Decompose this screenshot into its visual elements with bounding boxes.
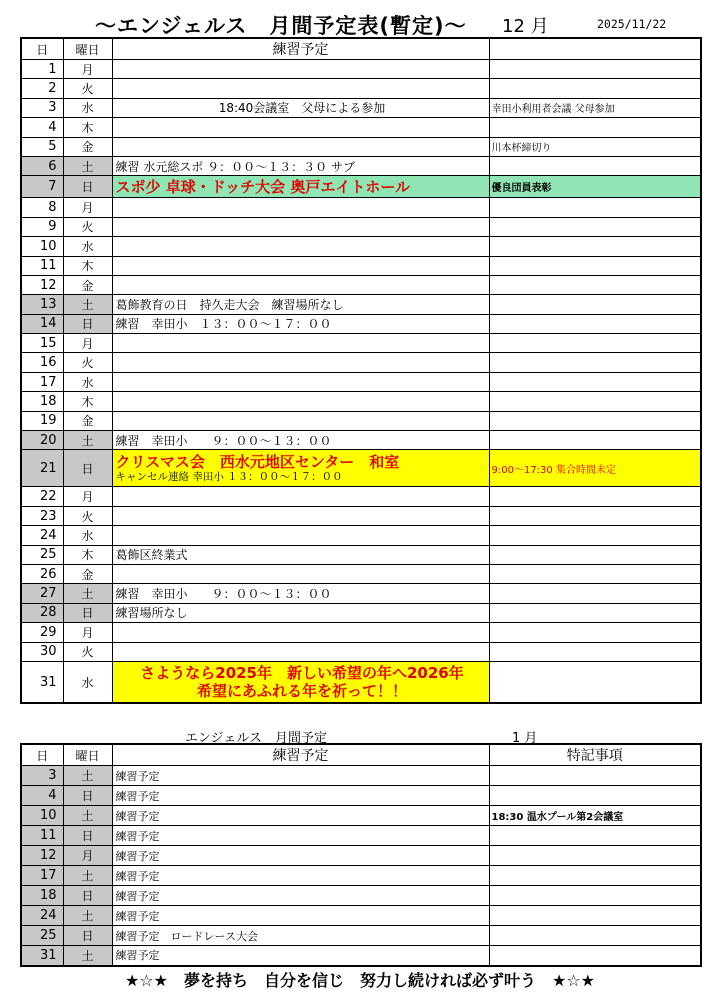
- day-number-cell: 12: [21, 846, 63, 866]
- table-row: [21, 584, 701, 603]
- plan-cell: [112, 176, 489, 198]
- table-row: [21, 526, 701, 545]
- day-number-cell: 6: [21, 156, 63, 175]
- plan-cell: [112, 334, 489, 353]
- table-row: [21, 642, 701, 661]
- note-cell: [489, 118, 701, 137]
- plan-cell: [112, 786, 489, 806]
- weekday-cell: 金: [63, 275, 112, 294]
- plan-cell: [112, 584, 489, 603]
- plan-cell: [112, 353, 489, 372]
- weekday-cell: 土: [63, 766, 112, 786]
- note-cell: [489, 372, 701, 391]
- plan-cell: [112, 826, 489, 846]
- weekday-cell: 土: [63, 946, 112, 966]
- plan-text: 葛飾教育の日 持久走大会 練習場所なし: [115, 297, 344, 312]
- plan-subtext: 希望にあふれる年を祈って！！: [196, 682, 407, 701]
- day-number-cell: 4: [21, 786, 63, 806]
- note-cell: [489, 946, 701, 966]
- page-title: ～エンジェルス 月間予定表(暫定)～: [95, 14, 467, 38]
- note-cell: [489, 806, 701, 826]
- table-row: [21, 886, 701, 906]
- plan-cell: [112, 642, 489, 661]
- weekday-cell: 火: [63, 79, 112, 98]
- note-cell: [489, 564, 701, 583]
- table-row: [21, 198, 701, 217]
- table-row: [21, 661, 701, 703]
- plan-cell: [112, 392, 489, 411]
- day-number-cell: 31: [21, 661, 63, 703]
- note-cell: [489, 584, 701, 603]
- day-number-cell: 24: [21, 526, 63, 545]
- weekday-cell: 土: [63, 584, 112, 603]
- note-text: 優良団員表彰: [491, 183, 552, 195]
- day-number-cell: 30: [21, 642, 63, 661]
- note-cell: [489, 60, 701, 79]
- weekday-cell: 月: [63, 846, 112, 866]
- weekday-cell: 木: [63, 256, 112, 275]
- day-number-cell: 12: [21, 275, 63, 294]
- table-row: [21, 866, 701, 886]
- table-row: [21, 946, 701, 966]
- plan-cell: [112, 946, 489, 966]
- plan-cell: [112, 450, 489, 487]
- weekday-cell: 月: [63, 487, 112, 506]
- table-row: [21, 926, 701, 946]
- plan-cell: [112, 137, 489, 156]
- weekday-cell: 日: [63, 603, 112, 622]
- january-schedule-table: [20, 743, 702, 967]
- plan-cell: [112, 526, 489, 545]
- note-cell: [489, 156, 701, 175]
- table-row: [21, 846, 701, 866]
- weekday-cell: 土: [63, 806, 112, 826]
- january-caption: [0, 727, 720, 746]
- weekday-cell: 水: [63, 372, 112, 391]
- plan-text: 練習予定 ロードレース大会: [115, 929, 258, 943]
- header-date: 2025/11/22: [597, 17, 667, 31]
- weekday-cell: 金: [63, 137, 112, 156]
- table-row: [21, 79, 701, 98]
- day-number-cell: 18: [21, 886, 63, 906]
- plan-text: 18:40会議室 父母による参加: [218, 101, 386, 116]
- day-number-cell: 29: [21, 623, 63, 642]
- january-title: エンジェルス 月間予定: [185, 731, 328, 746]
- note-cell: [489, 256, 701, 275]
- weekday-cell: 火: [63, 506, 112, 525]
- weekday-cell: 土: [63, 906, 112, 926]
- weekday-cell: 金: [63, 564, 112, 583]
- plan-cell: [112, 564, 489, 583]
- note-cell: [489, 79, 701, 98]
- note-cell: [489, 295, 701, 314]
- table-header-row: [21, 38, 701, 60]
- col-header-weekday: 曜日: [63, 744, 112, 766]
- plan-cell: [112, 846, 489, 866]
- day-number-cell: 17: [21, 866, 63, 886]
- motto-footer: ★☆★ 夢を持ち 自分を信じ 努力し続ければ必ず叶う ★☆★: [124, 971, 596, 990]
- day-number-cell: 15: [21, 334, 63, 353]
- plan-cell: [112, 237, 489, 256]
- day-number-cell: 27: [21, 584, 63, 603]
- note-cell: [489, 392, 701, 411]
- table-row: [21, 623, 701, 642]
- plan-subtext: キャンセル連絡 幸田小 １３：００～１７：００: [115, 470, 343, 483]
- plan-cell: [112, 275, 489, 294]
- weekday-cell: 火: [63, 353, 112, 372]
- note-cell: [489, 487, 701, 506]
- note-text: 9:00～17:30 集合時間未定: [491, 464, 616, 476]
- weekday-cell: 土: [63, 295, 112, 314]
- note-cell: [489, 926, 701, 946]
- table-body: [21, 60, 701, 704]
- day-number-cell: 4: [21, 118, 63, 137]
- weekday-cell: 金: [63, 411, 112, 430]
- table-row: [21, 372, 701, 391]
- table-row: [21, 275, 701, 294]
- note-text: 幸田小利用者会議 父母参加: [491, 104, 615, 116]
- plan-cell: [112, 217, 489, 236]
- weekday-cell: 日: [63, 450, 112, 487]
- day-number-cell: 22: [21, 487, 63, 506]
- weekday-cell: 水: [63, 661, 112, 703]
- note-cell: [489, 217, 701, 236]
- table-row: [21, 256, 701, 275]
- note-cell: [489, 314, 701, 333]
- plan-cell: [112, 314, 489, 333]
- weekday-cell: 月: [63, 60, 112, 79]
- day-number-cell: 10: [21, 806, 63, 826]
- day-number-cell: 23: [21, 506, 63, 525]
- table-row: [21, 217, 701, 236]
- note-cell: [489, 661, 701, 703]
- page-header: [0, 10, 720, 36]
- table-row: [21, 506, 701, 525]
- table-row: [21, 603, 701, 622]
- day-number-cell: 18: [21, 392, 63, 411]
- note-cell: [489, 431, 701, 450]
- table-row: [21, 156, 701, 175]
- day-number-cell: 25: [21, 926, 63, 946]
- note-cell: [489, 506, 701, 525]
- note-cell: [489, 237, 701, 256]
- table-row: [21, 564, 701, 583]
- plan-cell: [112, 603, 489, 622]
- day-number-cell: 8: [21, 198, 63, 217]
- plan-text: 練習予定: [115, 909, 160, 923]
- table-row: [21, 118, 701, 137]
- plan-text: 練習 水元総スポ ９：００～１３：３０ サブ: [115, 159, 355, 174]
- note-cell: [489, 176, 701, 198]
- table-row: [21, 806, 701, 826]
- plan-cell: [112, 487, 489, 506]
- plan-cell: [112, 118, 489, 137]
- plan-text: 練習 幸田小 ９：００～１３：００: [115, 433, 332, 448]
- day-number-cell: 7: [21, 176, 63, 198]
- table-row: [21, 487, 701, 506]
- plan-text: 練習予定: [115, 869, 160, 883]
- note-cell: [489, 642, 701, 661]
- table-row: [21, 98, 701, 117]
- weekday-cell: 木: [63, 118, 112, 137]
- plan-text: 葛飾区終業式: [115, 548, 188, 563]
- table-row: [21, 60, 701, 79]
- plan-cell: [112, 545, 489, 564]
- table-row: [21, 906, 701, 926]
- note-cell: [489, 623, 701, 642]
- table-row: [21, 237, 701, 256]
- plan-cell: [112, 295, 489, 314]
- plan-cell: [112, 79, 489, 98]
- plan-cell: [112, 372, 489, 391]
- col-header-note: [489, 38, 701, 60]
- table-row: [21, 450, 701, 487]
- plan-cell: [112, 431, 489, 450]
- weekday-cell: 土: [63, 431, 112, 450]
- day-number-cell: 19: [21, 411, 63, 430]
- day-number-cell: 16: [21, 353, 63, 372]
- january-month: 1 月: [512, 731, 538, 746]
- note-cell: [489, 866, 701, 886]
- table-header-row: [21, 744, 701, 766]
- note-cell: [489, 137, 701, 156]
- note-cell: [489, 275, 701, 294]
- weekday-cell: 水: [63, 98, 112, 117]
- weekday-cell: 月: [63, 198, 112, 217]
- weekday-cell: 土: [63, 866, 112, 886]
- plan-text: スポ少 卓球・ドッチ大会 奥戸エイトホール: [115, 178, 411, 197]
- note-cell: [489, 450, 701, 487]
- note-cell: [489, 98, 701, 117]
- december-schedule-table: [20, 37, 702, 704]
- day-number-cell: 1: [21, 60, 63, 79]
- weekday-cell: 火: [63, 642, 112, 661]
- day-number-cell: 24: [21, 906, 63, 926]
- note-cell: [489, 786, 701, 806]
- plan-text: クリスマス会 西水元地区センター 和室: [115, 452, 400, 471]
- weekday-cell: 火: [63, 217, 112, 236]
- day-number-cell: 14: [21, 314, 63, 333]
- col-header-weekday: 曜日: [63, 38, 112, 60]
- table-row: [21, 786, 701, 806]
- table-row: [21, 295, 701, 314]
- weekday-cell: 日: [63, 926, 112, 946]
- col-header-special-notes: 特記事項: [489, 744, 701, 766]
- day-number-cell: 2: [21, 79, 63, 98]
- weekday-cell: 日: [63, 786, 112, 806]
- plan-cell: [112, 623, 489, 642]
- note-cell: [489, 886, 701, 906]
- weekday-cell: 日: [63, 886, 112, 906]
- plan-text: 練習予定: [115, 849, 160, 863]
- day-number-cell: 13: [21, 295, 63, 314]
- plan-cell: [112, 886, 489, 906]
- table-row: [21, 766, 701, 786]
- col-header-day: 日: [21, 744, 63, 766]
- note-text: 川本杯締切り: [491, 143, 552, 155]
- table-row: [21, 353, 701, 372]
- plan-text: 練習 幸田小 ９：００～１３：００: [115, 587, 332, 602]
- day-number-cell: 17: [21, 372, 63, 391]
- note-text: 18:30 温水プール第2会議室: [491, 812, 624, 823]
- day-number-cell: 3: [21, 766, 63, 786]
- plan-text: 練習予定: [115, 789, 160, 803]
- day-number-cell: 31: [21, 946, 63, 966]
- note-cell: [489, 846, 701, 866]
- weekday-cell: 日: [63, 176, 112, 198]
- table-row: [21, 314, 701, 333]
- note-cell: [489, 766, 701, 786]
- note-cell: [489, 411, 701, 430]
- table-row: [21, 545, 701, 564]
- plan-text: 練習予定: [115, 809, 160, 823]
- note-cell: [489, 826, 701, 846]
- plan-cell: [112, 256, 489, 275]
- table-body: [21, 766, 701, 966]
- day-number-cell: 5: [21, 137, 63, 156]
- col-header-plan: 練習予定: [112, 38, 489, 60]
- plan-cell: [112, 60, 489, 79]
- plan-text: 練習場所なし: [115, 606, 188, 621]
- plan-cell: [112, 661, 489, 703]
- plan-cell: [112, 906, 489, 926]
- weekday-cell: 水: [63, 237, 112, 256]
- table-row: [21, 826, 701, 846]
- note-cell: [489, 906, 701, 926]
- day-number-cell: 25: [21, 545, 63, 564]
- note-cell: [489, 526, 701, 545]
- plan-cell: [112, 411, 489, 430]
- col-header-plan: 練習予定: [112, 744, 489, 766]
- plan-cell: [112, 926, 489, 946]
- plan-text: 練習予定: [115, 829, 160, 843]
- day-number-cell: 20: [21, 431, 63, 450]
- note-cell: [489, 603, 701, 622]
- table-row: [21, 176, 701, 198]
- day-number-cell: 26: [21, 564, 63, 583]
- day-number-cell: 28: [21, 603, 63, 622]
- day-number-cell: 21: [21, 450, 63, 487]
- weekday-cell: 日: [63, 826, 112, 846]
- note-cell: [489, 334, 701, 353]
- day-number-cell: 9: [21, 217, 63, 236]
- note-cell: [489, 353, 701, 372]
- weekday-cell: 月: [63, 623, 112, 642]
- day-number-cell: 11: [21, 826, 63, 846]
- table-row: [21, 431, 701, 450]
- plan-cell: [112, 866, 489, 886]
- plan-text: 練習 幸田小 １３：００～１７：００: [115, 317, 332, 332]
- day-number-cell: 11: [21, 256, 63, 275]
- plan-text: さようなら2025年 新しい希望の年へ2026年: [140, 664, 464, 683]
- table-row: [21, 137, 701, 156]
- plan-text: 練習予定: [115, 949, 160, 963]
- plan-cell: [112, 156, 489, 175]
- day-number-cell: 3: [21, 98, 63, 117]
- plan-cell: [112, 198, 489, 217]
- plan-cell: [112, 506, 489, 525]
- note-cell: [489, 198, 701, 217]
- col-header-day: 日: [21, 38, 63, 60]
- weekday-cell: 月: [63, 334, 112, 353]
- weekday-cell: 木: [63, 545, 112, 564]
- table-row: [21, 411, 701, 430]
- weekday-cell: 木: [63, 392, 112, 411]
- table-row: [21, 334, 701, 353]
- weekday-cell: 日: [63, 314, 112, 333]
- plan-cell: [112, 766, 489, 786]
- plan-cell: [112, 806, 489, 826]
- table-row: [21, 392, 701, 411]
- plan-cell: [112, 98, 489, 117]
- plan-text: 練習予定: [115, 889, 160, 903]
- plan-text: 練習予定: [115, 769, 160, 783]
- day-number-cell: 10: [21, 237, 63, 256]
- header-month: 12 月: [502, 16, 549, 37]
- weekday-cell: 土: [63, 156, 112, 175]
- weekday-cell: 水: [63, 526, 112, 545]
- note-cell: [489, 545, 701, 564]
